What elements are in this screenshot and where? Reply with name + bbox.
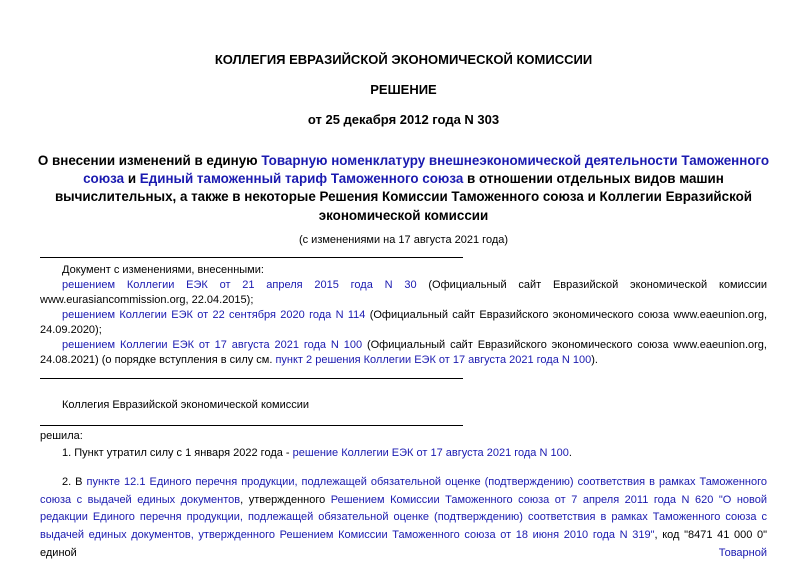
document-title xyxy=(36,152,771,225)
title-text: и xyxy=(124,171,140,187)
issuer-heading: КОЛЛЕГИЯ ЕВРАЗИЙСКОЙ ЭКОНОМИЧЕСКОЙ КОМИССИИ xyxy=(214,52,593,67)
point-2-link-decision[interactable]: Решением Комиссии Таможенного союза от 7 апреля 2011 года N 620 "О новой редакции Единого перечня продукции, подлежащей обязательной оценке (подтверждению) соответствия в рамках Таможенного союза с выдачей единых документов, утвержденного Решением Комиссии Таможенного союза от 18 июня 2010 года N 319" xyxy=(40,493,767,542)
amendment-item xyxy=(40,338,767,368)
divider-top xyxy=(40,257,463,258)
amendments-intro: Документ с изменениями, внесенными: xyxy=(62,264,264,276)
amendment-link[interactable]: решением Коллегии ЕЭК от 17 августа 2021 года N 100 xyxy=(62,339,363,351)
amendment-source: (Официальный сайт Евразийского экономического союза www.eaeunion.org, 24.09.2020); xyxy=(40,309,768,336)
amendment-link[interactable]: решением Коллегии ЕЭК от 21 апреля 2015 года N 30 xyxy=(62,279,417,291)
point-1 xyxy=(62,446,572,461)
title-link-tnved[interactable]: Товарную номенклатуру внешнеэкономической деятельности Таможенного союза xyxy=(83,153,770,187)
point-2 xyxy=(40,474,767,563)
collegium-line: Коллегия Евразийской экономической комиссии xyxy=(62,399,310,411)
decided-label: решила: xyxy=(40,430,83,442)
document-date-number: от 25 декабря 2012 года N 303 xyxy=(307,112,500,127)
point-1-text: 1. Пункт утратил силу с 1 января 2022 года - xyxy=(62,447,293,459)
divider-bottom xyxy=(40,378,463,379)
amendment-item xyxy=(40,308,767,338)
amendment-end: ). xyxy=(591,354,598,366)
point-2-text: , код "8471 41 000 0" единой xyxy=(40,529,767,559)
point-2-link-tnved[interactable]: Товарной xyxy=(718,546,767,559)
revision-note: (с изменениями на 17 августа 2021 года) xyxy=(298,234,509,246)
amendment-item xyxy=(40,278,767,308)
title-link-tariff[interactable]: Единый таможенный тариф Таможенного союза xyxy=(139,171,464,187)
point-2-text: 2. В xyxy=(62,476,87,488)
title-text: О внесении изменений в единую xyxy=(37,153,262,168)
point-2-link-list[interactable]: пункте 12.1 Единого перечня продукции, подлежащей обязательной оценке (подтверждению) соответствия в рамках Таможенного союза с выдачей единых документов xyxy=(40,476,767,506)
title-text: в отношении отдельных видов машин вычислительных, а также в некоторые Решения Комиссии Таможенного союза и Коллегии Евразийской экономической комиссии xyxy=(54,171,753,223)
document-type: РЕШЕНИЕ xyxy=(370,82,437,97)
point-1-link[interactable]: решение Коллегии ЕЭК от 17 августа 2021 года N 100 xyxy=(292,447,569,459)
point-1-end: . xyxy=(568,447,572,459)
amendment-link[interactable]: решением Коллегии ЕЭК от 22 сентября 2020 года N 114 xyxy=(62,309,366,321)
amendment-source: (Официальный сайт Евразийского экономического союза www.eaeunion.org, 24.08.2021) (о порядке вступления в силу см. xyxy=(40,339,767,366)
amendment-effective-link[interactable]: пункт 2 решения Коллегии ЕЭК от 17 августа 2021 года N 100 xyxy=(275,354,592,366)
amendment-source: (Официальный сайт Евразийской экономической комиссии www.eurasiancommission.org, 22.04.2015); xyxy=(40,279,768,306)
point-2-text: , утвержденного xyxy=(240,493,331,506)
divider-body xyxy=(40,425,463,426)
